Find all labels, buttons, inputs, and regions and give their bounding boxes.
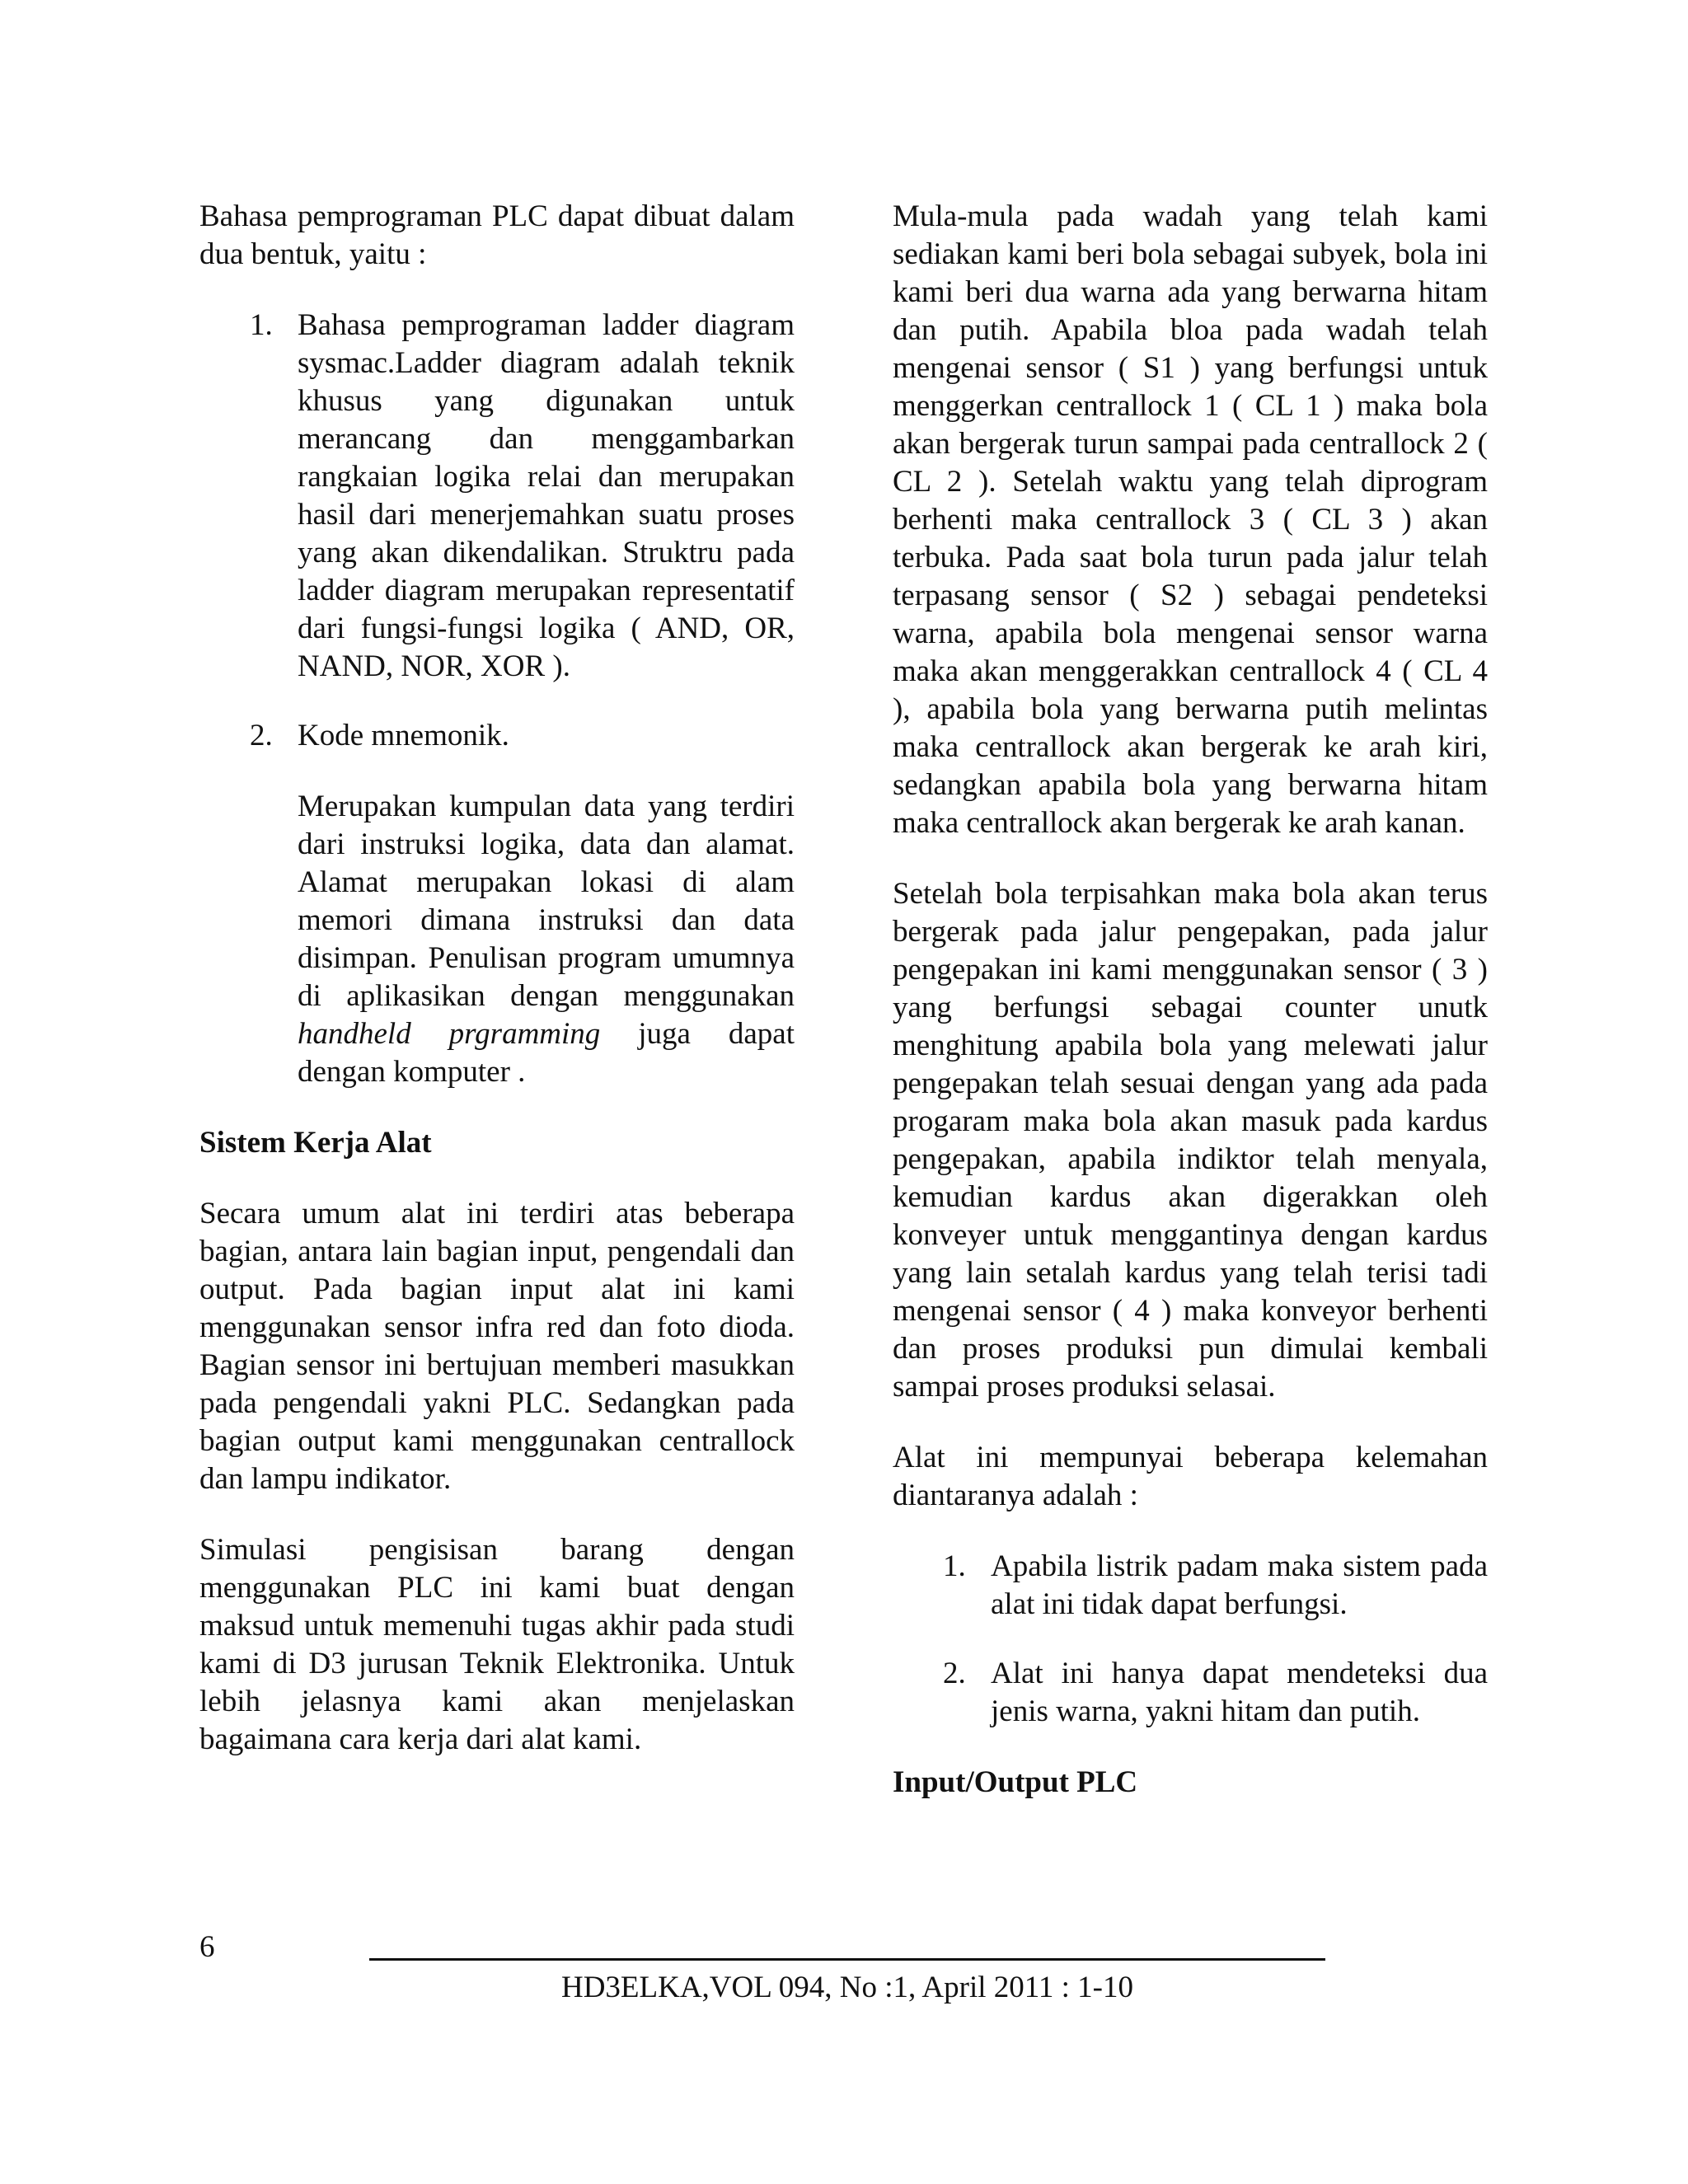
list-item-number: 2. <box>943 1657 966 1690</box>
process-paragraph: Mula-mula pada wadah yang telah kami sediakan kami beri bola sebagai subyek, bola ini kami beri dua warna ada yang berwarna hitam dan putih. Apabila bloa pada wadah telah mengenai sensor ( S1 ) yang berfungsi untuk menggerkan centrallock 1 ( CL 1 ) maka bola akan bergerak turun sampai pada centrallock 2 ( CL 2 ). Setelah waktu yang telah diprogram berhenti maka centrallock 3 ( CL 3 ) akan terbuka. Pada saat bola turun pada jalur telah terpasang sensor ( S2 ) sebagai pendeteksi warna, apabila bola mengenai sensor warna maka akan menggerakkan centrallock 4 ( CL 4 ), apabila bola yang berwarna putih melintas maka centrallock akan bergerak ke arah kiri, sedangkan apabila bola yang berwarna hitam maka centrallock akan bergerak ke arah kanan. <box>893 199 1488 840</box>
footer-divider <box>369 1958 1325 1961</box>
list-item-text: Kode mnemonik. <box>298 719 509 752</box>
intro-paragraph: Bahasa pemprograman PLC dapat dibuat dalam dua bentuk, yaitu : <box>199 199 795 271</box>
section-heading-sistem-kerja: Sistem Kerja Alat <box>199 1126 432 1160</box>
right-column <box>893 198 1488 1835</box>
list-item-number: 1. <box>943 1549 966 1583</box>
list-item <box>199 307 795 686</box>
page-number: 6 <box>199 1930 215 1964</box>
list-item-text: Bahasa pemprograman ladder diagram sysmac.Ladder diagram adalah teknik khusus yang digunakan untuk merancang dan menggambarkan rangkaian logika relai dan merupakan hasil dari menerjemahkan suatu proses yang akan dikendalikan. Struktru pada ladder diagram merupakan representatif dari fungsi-fungsi logika ( AND, OR, NAND, NOR, XOR ). <box>298 308 795 683</box>
list-item <box>893 1548 1488 1624</box>
list-item <box>199 717 795 755</box>
mnemonic-paragraph: Merupakan kumpulan data yang terdiri dari instruksi logika, data dan alamat. Alamat merupakan lokasi di alam memori dimana instruksi dan data disimpan. Penulisan program umumnya di aplikasikan dengan menggunakan handheld prgramming juga dapat dengan komputer . <box>298 790 795 1089</box>
weakness-list <box>893 1548 1488 1731</box>
system-paragraph: Secara umum alat ini terdiri atas beberapa bagian, antara lain bagian input, pengendali dan output. Pada bagian input alat ini kami menggunakan sensor infra red dan foto dioda. Bagian sensor ini bertujuan memberi masukkan pada pengendali yakni PLC. Sedangkan pada bagian output kami menggunakan centrallock dan lampu indikator. <box>199 1197 795 1496</box>
list-item-number: 2. <box>250 719 273 752</box>
list-item-text: Apabila listrik padam maka sistem pada alat ini tidak dapat berfungsi. <box>991 1549 1488 1621</box>
language-list <box>199 307 795 755</box>
left-column <box>199 198 795 1759</box>
journal-footer: HD3ELKA,VOL 094, No :1, April 2011 : 1-10 <box>560 1971 1134 2004</box>
list-item-number: 1. <box>250 308 273 342</box>
weakness-paragraph: Alat ini mempunyai beberapa kelemahan diantaranya adalah : <box>893 1441 1488 1512</box>
italic-term: handheld prgramming <box>298 1017 601 1051</box>
packing-paragraph: Setelah bola terpisahkan maka bola akan terus bergerak pada jalur pengepakan, pada jalur pengepakan ini kami menggunakan sensor ( 3 ) yang berfungsi sebagai counter unutk menghitung apabila bola yang melewati jalur pengepakan telah sesuai dengan yang ada pada progaram maka bola akan masuk pada kardus pengepakan, apabila indiktor telah menyala, kemudian kardus akan digerakkan oleh konveyer untuk menggantinya dengan kardus yang lain setalah kardus yang telah terisi tadi mengenai sensor ( 4 ) maka konveyor berhenti dan proses produksi pun dimulai kembali sampai proses produksi selasai. <box>893 877 1488 1404</box>
list-item-text: Alat ini hanya dapat mendeteksi dua jenis warna, yakni hitam dan putih. <box>991 1657 1488 1728</box>
simulation-paragraph: Simulasi pengisisan barang dengan menggunakan PLC ini kami buat dengan maksud untuk memenuhi tugas akhir pada studi kami di D3 jurusan Teknik Elektronika. Untuk lebih jelasnya kami akan menjelaskan bagaimana cara kerja dari alat kami. <box>199 1533 795 1756</box>
section-heading-input-output: Input/Output PLC <box>893 1765 1138 1799</box>
list-item <box>893 1655 1488 1731</box>
